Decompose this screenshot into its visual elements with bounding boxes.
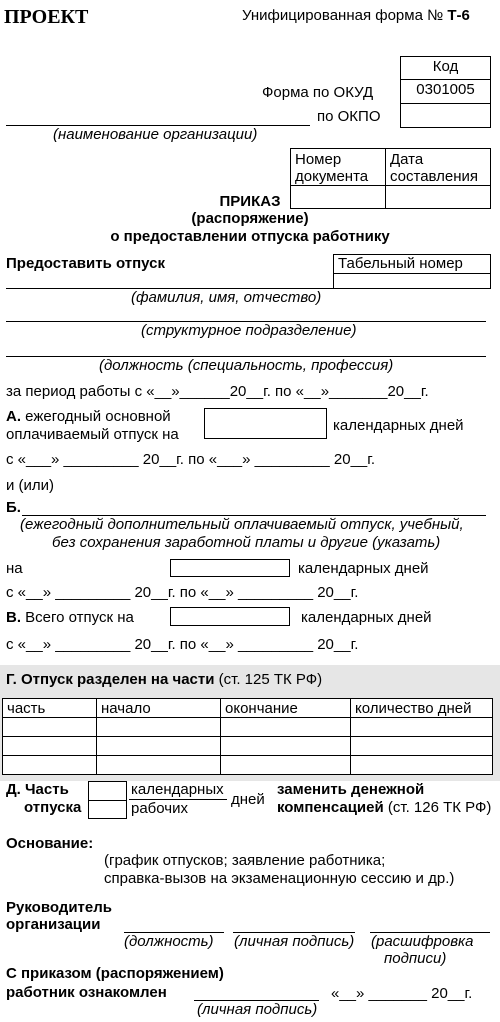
okpo-label: по ОКПО [317,108,381,125]
table-cell[interactable] [220,736,351,756]
table-cell[interactable] [96,755,221,775]
okud-label: Форма по ОКУД [262,84,374,101]
section-g-title [6,672,322,689]
position-caption: (должность (специальность, профессия) [99,357,394,374]
col-header-part: часть [2,698,97,718]
code-header: Код [400,56,491,80]
title-subject: о предоставлении отпуска работнику [110,228,390,245]
basis-label: Основание: [6,835,94,852]
acquainted-line1: С приказом (распоряжением) [6,965,224,982]
table-cell[interactable] [2,717,97,737]
grant-vacation-label: Предоставить отпуск [6,255,165,272]
section-b-days-label: календарных дней [298,560,429,577]
section-b-caption2: без сохранения заработной платы и другие (указать) [52,534,441,551]
section-d-replace2 [277,800,491,817]
table-cell[interactable] [220,717,351,737]
title-rasporyazhenie: (распоряжение) [191,210,309,227]
section-b-days-field[interactable] [170,559,290,577]
head-line1: Руководитель [6,899,112,916]
fio-caption: (фамилия, имя, отчество) [131,289,322,306]
tab-number-header: Табельный номер [333,254,491,274]
acquainted-signature-caption: (личная подпись) [197,1001,318,1018]
form-name-text: Унифицированная форма № [242,7,444,24]
section-v-dates[interactable]: с «__» _________ 20__г. по «__» _________ 20__г. [6,636,359,653]
vacation-parts-table [2,698,493,775]
acquainted-line2: работник ознакомлен [6,984,167,1001]
section-a-days-label: календарных дней [333,417,464,434]
section-d-replace2-bold: компенсацией [277,799,384,816]
table-cell[interactable] [350,736,493,756]
section-d-line1: Д. Часть [6,781,69,798]
table-cell[interactable] [96,736,221,756]
form-name [242,8,470,25]
section-a-dates[interactable]: с «___» _________ 20__г. по «___» _________ 20__г. [6,451,376,468]
head-signature-caption: (личная подпись) [234,933,355,950]
table-cell[interactable] [350,717,493,737]
work-period[interactable]: за период работы с «__»______20__г. по «__»_______20__г. [6,383,429,400]
col-header-start: начало [96,698,221,718]
section-g-ref: (ст. 125 ТК РФ) [214,671,323,688]
table-cell[interactable] [350,755,493,775]
section-b-caption1: (ежегодный дополнительный оплачиваемый отпуск, учебный, [20,516,464,533]
okud-value: 0301005 [400,79,491,104]
doc-number-header: Номер документа [290,148,386,186]
org-name-caption: (наименование организации) [53,126,258,143]
and-or: и (или) [6,477,55,494]
section-a-line1 [6,409,171,426]
head-position-caption: (должность) [124,933,214,950]
section-v-days-field[interactable] [170,607,290,626]
section-d-calendar-label: календарных [131,781,224,798]
section-v-letter: В. [6,609,21,626]
form-number: Т-6 [447,7,470,24]
section-a-line2: оплачиваемый отпуск на [6,426,179,443]
section-a-days-field[interactable] [204,408,327,439]
section-v-days-label: календарных дней [301,609,432,626]
basis-line2: справка-вызов на экзаменационную сессию и др.) [104,870,455,887]
okpo-value[interactable] [400,103,491,128]
project-stamp: ПРОЕКТ [4,6,89,28]
table-cell[interactable] [2,736,97,756]
table-cell[interactable] [220,755,351,775]
section-b-on: на [6,560,23,577]
head-line2: организации [6,916,101,933]
section-v-text: Всего отпуск на [21,609,134,626]
section-b-letter: Б. [6,499,21,516]
title-prikaz: ПРИКАЗ [219,193,281,210]
section-d-calendar-field[interactable] [88,781,127,801]
basis-line1: (график отпусков; заявление работника; [104,852,386,869]
table-cell[interactable] [96,717,221,737]
section-a-text: ежегодный основной [21,408,171,425]
head-decode-caption2: подписи) [384,950,447,967]
section-d-working-label: рабочих [131,800,188,817]
section-v-label [6,610,134,627]
dept-caption: (структурное подразделение) [141,322,357,339]
doc-date-field[interactable] [385,185,491,209]
section-d-replace1: заменить денежной [277,781,425,798]
section-d-replace-ref: (ст. 126 ТК РФ) [383,799,492,816]
col-header-end: окончание [220,698,351,718]
section-a-letter: А. [6,408,21,425]
section-d-working-field[interactable] [88,800,127,819]
tab-number-field[interactable] [333,273,491,289]
col-header-days: количество дней [350,698,493,718]
acquainted-date[interactable]: «__» _______ 20__г. [331,985,473,1002]
head-decode-caption1: (расшифровка [371,933,474,950]
section-b-dates[interactable]: с «__» _________ 20__г. по «__» _________ 20__г. [6,584,359,601]
section-d-line2: отпуска [24,799,82,816]
section-g-heading: Г. Отпуск разделен на части [6,671,215,688]
doc-date-header: Дата составления [385,148,491,186]
table-cell[interactable] [2,755,97,775]
section-d-days-label: дней [231,791,265,808]
